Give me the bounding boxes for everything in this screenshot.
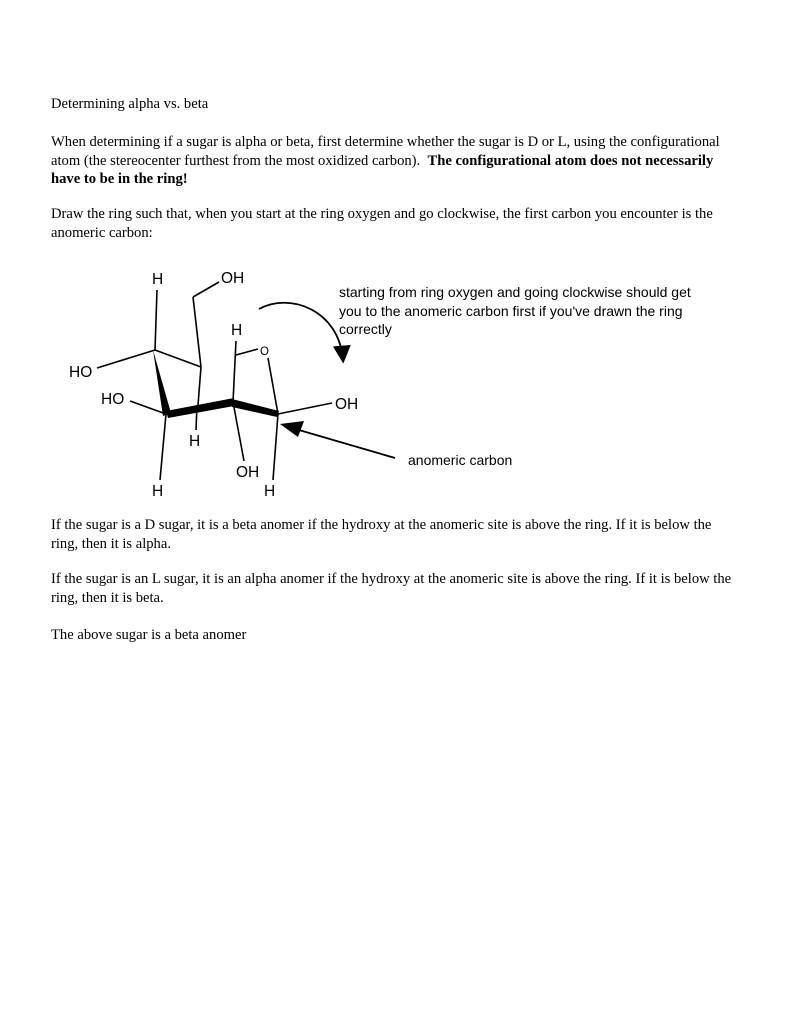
bond-c4-c5 [155,350,201,367]
paragraph-conclusion: The above sugar is a beta anomer [51,627,247,643]
bond-c4-h [155,290,157,350]
wedge-c3-c2 [166,398,234,418]
label-h-anomeric-bottom: H [264,483,276,500]
substituent-bonds [97,282,332,480]
wedge-c4-c3 [153,350,171,416]
bond-c5-ring-o [236,349,258,355]
bond-c2-oh [233,402,244,461]
wedge-c2-c1 [232,399,279,417]
label-oh-anomeric: OH [335,396,359,413]
annotation-clockwise-line2: you to the anomeric carbon first if you've drawn the ring [339,303,683,319]
anomeric-pointer-line [292,428,395,458]
bond-c2-h [233,341,236,402]
label-h-c3-bottom: H [152,483,164,500]
bond-c3-h [160,414,166,480]
bond-c5-ch2 [193,297,201,367]
label-oh-top: OH [221,270,245,287]
paragraph-bold-note: The configurational atom does not necessarily have to be in the ring! [51,152,714,187]
bond-c3-ho [130,401,166,414]
label-h-top-left: H [152,271,164,288]
annotation-anomeric-carbon: anomeric carbon [408,452,513,468]
page-heading: Determining alpha vs. beta [51,96,209,112]
paragraph-l-sugar-rule: If the sugar is an L sugar, it is an alpha anomer if the hydroxy at the anomeric site is above the ring. If it is below the ring, then it is beta. [51,571,732,606]
bond-c5-h [196,405,197,430]
label-h-c2: H [189,433,201,450]
bond-c1-h [273,414,278,480]
label-h-c5: H [231,322,243,339]
clockwise-arrow [259,303,343,360]
bond-ch2-oh [193,282,219,297]
bond-c1-oh [278,403,332,414]
annotation-clockwise-line3: correctly [339,321,392,337]
paragraph-text: When determining if a sugar is alpha or beta, first determine whether the sugar is D or L, using the configurational atom (the stereocenter furthest from the most oxidized carbon). [51,134,720,169]
bond-c5-down [198,367,201,405]
label-ho-c3: HO [101,391,125,408]
bond-ring-o-c1 [268,358,278,414]
anomeric-arrow-icon [280,421,304,437]
label-ho-c4: HO [69,364,93,381]
paragraph-d-sugar-rule: If the sugar is a D sugar, it is a beta anomer if the hydroxy at the anomeric site is above the ring. If it is below the ring, then it is alpha. [51,517,712,552]
bond-c4-ho [97,350,155,368]
label-oh-c2: OH [236,464,260,481]
label-ring-oxygen: O [260,346,269,358]
paragraph-draw-ring: Draw the ring such that, when you start at the ring oxygen and go clockwise, the first carbon you encounter is the anomeric carbon: [51,206,713,241]
annotation-clockwise-line1: starting from ring oxygen and going clockwise should get [339,284,691,300]
